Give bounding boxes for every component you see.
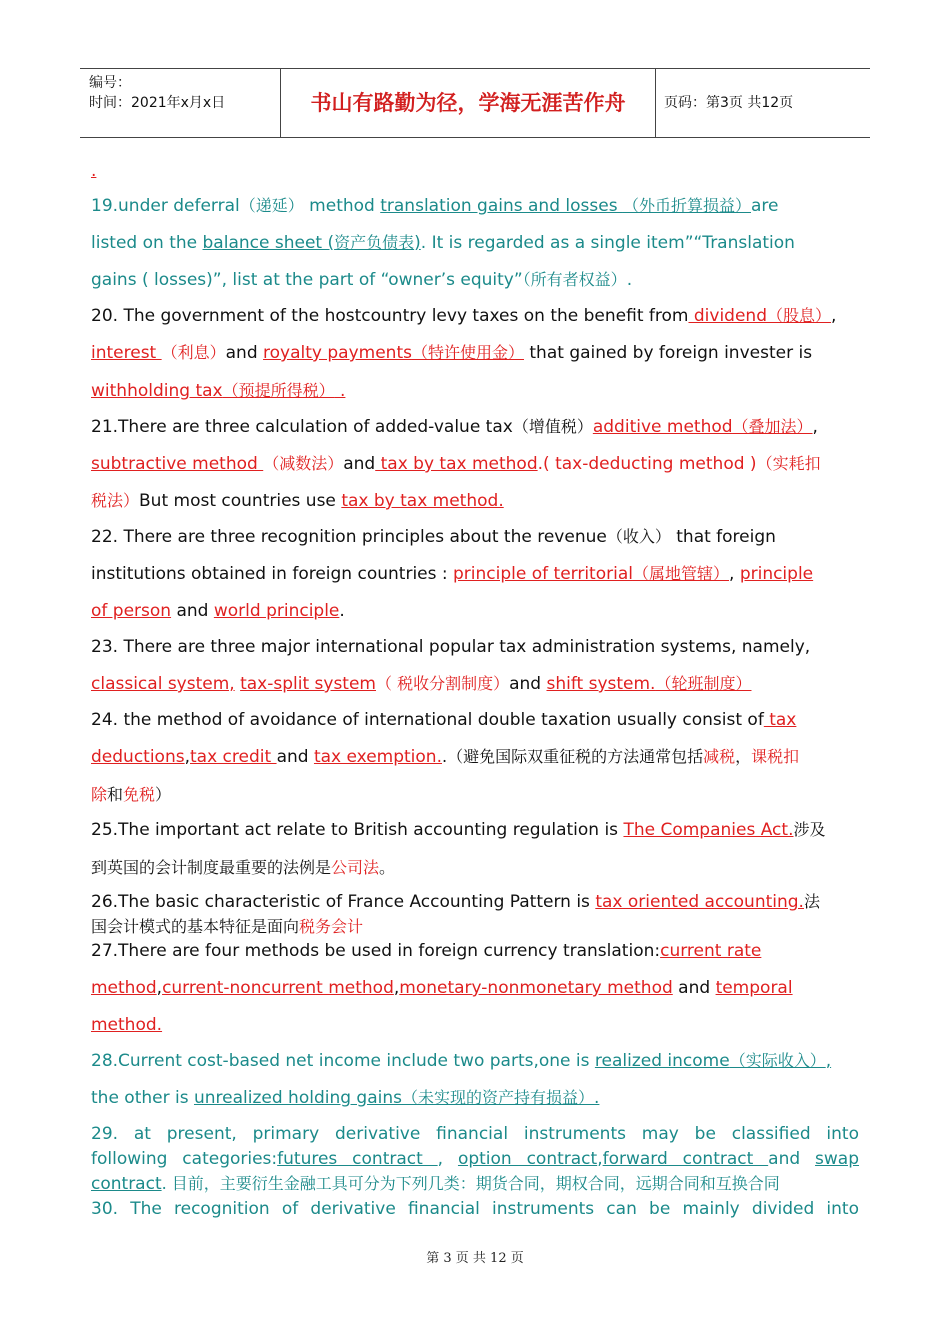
text-line: . [91, 161, 97, 181]
header-page-label: 页码：第3页 共12页 [664, 95, 794, 111]
question-29-line: contract. 目前，主要衍生金融工具可分为下列几类：期货合同，期权合同，远期合同和互换合同 [91, 1174, 780, 1194]
question-20-line: interest （利息）and royalty payments（特许使用金） that gained by foreign invester is [91, 343, 813, 363]
question-28-line: 28.Current cost-based net income include two parts,one is realized income（实际收入）, [91, 1051, 832, 1071]
question-23-line: 23. There are three major international popular tax administration systems, namely, [91, 637, 811, 657]
question-30-line: 30. The recognition of derivative financial instruments can be mainly divided into [91, 1199, 859, 1219]
question-23-line: classical system, tax-split system（ 税收分割制度）and shift system.（轮班制度） [91, 674, 752, 694]
question-22-line: of person and world principle. [91, 601, 345, 621]
question-20-line: withholding tax（预提所得税） . [91, 381, 346, 401]
question-27-line: method. [91, 1015, 163, 1035]
question-21-line: 21.There are three calculation of added-value tax（增值税）additive method（叠加法）, [91, 417, 818, 437]
document-time-label: 时间：2021年x月x日 [89, 95, 226, 111]
question-24-line: deductions,tax credit and tax exemption..（避免国际双重征税的方法通常包括减税，课税扣 [91, 747, 800, 767]
question-25-line: 到英国的会计制度最重要的法例是公司法。 [91, 858, 396, 877]
question-21-line: 税法）But most countries use tax by tax method. [91, 491, 504, 511]
question-24-line: 24. the method of avoidance of international double taxation usually consist of tax [91, 710, 797, 730]
question-22-line: institutions obtained in foreign countries : principle of territorial（属地管辖）, principle [91, 564, 814, 584]
question-22-line: 22. There are three recognition principles about the revenue（收入） that foreign [91, 527, 776, 547]
question-20-line: 20. The government of the hostcountry levy taxes on the benefit from dividend（股息）, [91, 306, 837, 326]
question-27-line: method,current-noncurrent method,monetary-nonmonetary method and temporal [91, 978, 793, 998]
question-24-line: 除和免税） [91, 785, 172, 804]
question-19-line: listed on the balance sheet (资产负债表). It is regarded as a single item”“Translation [91, 233, 795, 253]
question-27-line: 27.There are four methods be used in foreign currency translation:current rate [91, 941, 762, 961]
question-19-line: gains ( losses)”, list at the part of “owner’s equity”（所有者权益）. [91, 270, 633, 290]
page-footer: 第 3 页 共 12 页 [426, 1251, 524, 1266]
question-29-line: 29. at present, primary derivative financial instruments may be classified into [91, 1124, 859, 1144]
document-number-label: 编号： [89, 75, 131, 91]
question-29-line: following categories:futures contract , option contract,forward contract and swap [91, 1149, 860, 1169]
question-26-line: 国会计模式的基本特征是面向税务会计 [91, 917, 364, 936]
question-25-line: 25.The important act relate to British accounting regulation is The Companies Act.涉及 [91, 820, 826, 840]
question-26-line: 26.The basic characteristic of France Accounting Pattern is tax oriented accounting.法 [91, 892, 820, 912]
page-header [80, 68, 870, 138]
question-21-line: subtractive method （减数法）and tax by tax method.( tax-deducting method )（实耗扣 [91, 454, 821, 474]
header-motto: 书山有路勤为径，学海无涯苦作舟 [280, 69, 656, 137]
header-meta [80, 69, 280, 141]
question-28-line: the other is unrealized holding gains（未实现的资产持有损益）. [91, 1088, 600, 1108]
question-19-line: 19.under deferral（递延） method translation gains and losses （外币折算损益）are [91, 196, 779, 216]
